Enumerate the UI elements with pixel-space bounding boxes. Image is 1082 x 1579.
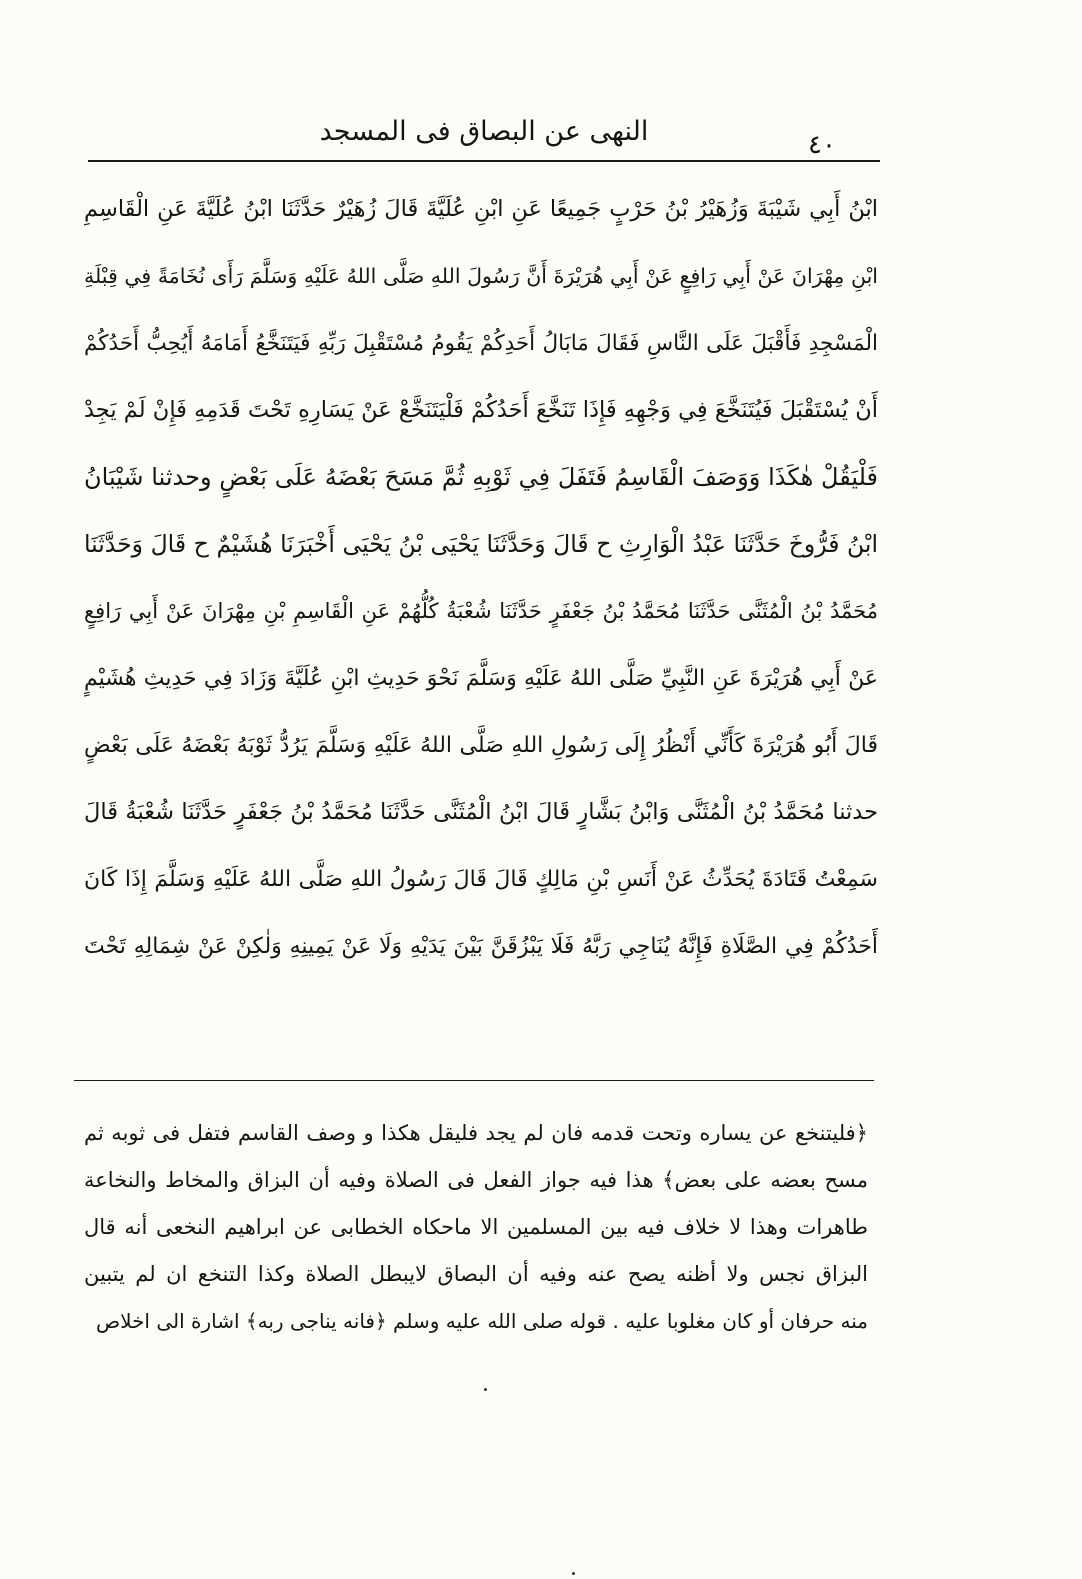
text-line: ابْنُ أَبِي شَيْبَةَ وَزُهَيْرُ بْنُ حَرْبٍ جَمِيعًا عَنِ ابْنِ عُلَيَّةَ قَالَ زُهَيْرٌ حَدَّثَنَا ابْنُ عُلَيَّةَ عَنِ الْقَاسِمِ: [84, 196, 878, 222]
text-line: قَالَ أَبُو هُرَيْرَةَ كَأَنِّي أَنْظُرُ إِلَى رَسُولِ اللهِ صَلَّى اللهُ عَلَيْهِ وَسَلَّمَ يَرُدُّ ثَوْبَهُ بَعْضَهُ عَلَى بَعْضٍ: [84, 733, 878, 758]
text-line: الْمَسْجِدِ فَأَقْبَلَ عَلَى النَّاسِ فَقَالَ مَابَالُ أَحَدِكُمْ يَقُومُ مُسْتَقْبِلَ رَبِّهِ فَيَتَنَخَّعُ أَمَامَهُ أَيُحِبُّ أَحَدُكُمْ: [84, 331, 878, 356]
text-line: عَنْ أَبِي هُرَيْرَةَ عَنِ النَّبِيِّ صَلَّى اللهُ عَلَيْهِ وَسَلَّمَ نَحْوَ حَدِيثِ ابْنِ عُلَيَّةَ وَزَادَ فِي حَدِيثِ هُشَيْمٍ: [84, 666, 878, 691]
text-line: سَمِعْتُ قَتَادَةَ يُحَدِّثُ عَنْ أَنَسِ بْنِ مَالِكٍ قَالَ قَالَ رَسُولُ اللهِ صَلَّى اللهُ عَلَيْهِ وَسَلَّمَ إِذَا كَانَ: [84, 867, 878, 892]
running-header: [88, 112, 880, 162]
footnote-line: ﴿فليتنخع عن يساره وتحت قدمه فان لم يجد فليقل هكذا و وصف القاسم فتفل فى ثوبه ثم: [84, 1121, 868, 1145]
footnote-divider: [74, 1080, 874, 1081]
hadith-text: [84, 176, 878, 980]
chapter-title: النهى عن البصاق فى المسجد: [319, 116, 649, 147]
text-line: حدثنا مُحَمَّدُ بْنُ الْمُثَنَّى وَابْنُ بَشَّارٍ قَالَ ابْنُ الْمُثَنَّى حَدَّثَنَا مُحَمَّدُ بْنُ جَعْفَرٍ حَدَّثَنَا شُعْبَةُ قَالَ: [84, 799, 878, 825]
text-line: ابْنُ فَرُّوخَ حَدَّثَنَا عَبْدُ الْوَارِثِ ح قَالَ وَحَدَّثَنَا يَحْيَى بْنُ يَحْيَى أَخْبَرَنَا هُشَيْمٌ ح قَالَ وَحَدَّثَنَا: [84, 530, 878, 558]
footnote-line: البزاق نجس ولا أظنه يصح عنه وفيه أن البصاق لايبطل الصلاة وكذا التنخع ان لم يتبين: [84, 1262, 868, 1286]
footnote-line: مسح بعضه على بعض﴾ هذا فيه جواز الفعل فى الصلاة وفيه أن البزاق والمخاط والنخاعة: [84, 1168, 868, 1192]
text-line: فَلْيَقُلْ هٰكَذَا وَوَصَفَ الْقَاسِمُ فَتَفَلَ فِي ثَوْبِهِ ثُمَّ مَسَحَ بَعْضَهُ عَلَى بَعْضٍ وحدثنا شَيْبَانُ: [84, 463, 878, 491]
text-line: ابْنِ مِهْرَانَ عَنْ أَبِي رَافِعٍ عَنْ أَبِي هُرَيْرَةَ أَنَّ رَسُولَ اللهِ صَلَّى اللهُ عَلَيْهِ وَسَلَّمَ رَأَى نُخَامَةً فِي قِبْلَةِ: [84, 264, 878, 288]
text-line: مُحَمَّدُ بْنُ الْمُثَنَّى حَدَّثَنَا مُحَمَّدُ بْنُ جَعْفَرٍ حَدَّثَنَا شُعْبَةُ كُلُّهُمْ عَنِ الْقَاسِمِ بْنِ مِهْرَانَ عَنْ أَبِي رَافِعٍ: [84, 599, 878, 623]
text-line: أَنْ يُسْتَقْبَلَ فَيُتَنَخَّعَ فِي وَجْهِهِ فَإِذَا تَنَخَّعَ أَحَدُكُمْ فَلْيَتَنَخَّعْ عَنْ يَسَارِهِ تَحْتَ قَدَمِهِ فَإِنْ لَمْ يَجِدْ: [84, 397, 878, 423]
page-number: ٤٠: [808, 130, 836, 160]
commentary-footnotes: [84, 1110, 868, 1345]
scan-speck: [572, 1572, 575, 1575]
footnote-line: منه حرفان أو كان مغلوبا عليه . قوله صلى الله عليه وسلم ﴿فانه يناجى ربه﴾ اشارة الى اخلاص: [95, 1309, 868, 1333]
scan-speck: [484, 1388, 487, 1391]
footnote-line: طاهرات وهذا لا خلاف فيه بين المسلمين الا ماحكاه الخطابى عن ابراهيم النخعى أنه قال: [84, 1215, 868, 1239]
text-line: أَحَدُكُمْ فِي الصَّلَاةِ فَإِنَّهُ يُنَاجِي رَبَّهُ فَلَا يَبْزُقَنَّ بَيْنَ يَدَيْهِ وَلَا عَنْ يَمِينِهِ وَلٰكِنْ عَنْ شِمَالِهِ تَحْتَ: [84, 934, 878, 959]
